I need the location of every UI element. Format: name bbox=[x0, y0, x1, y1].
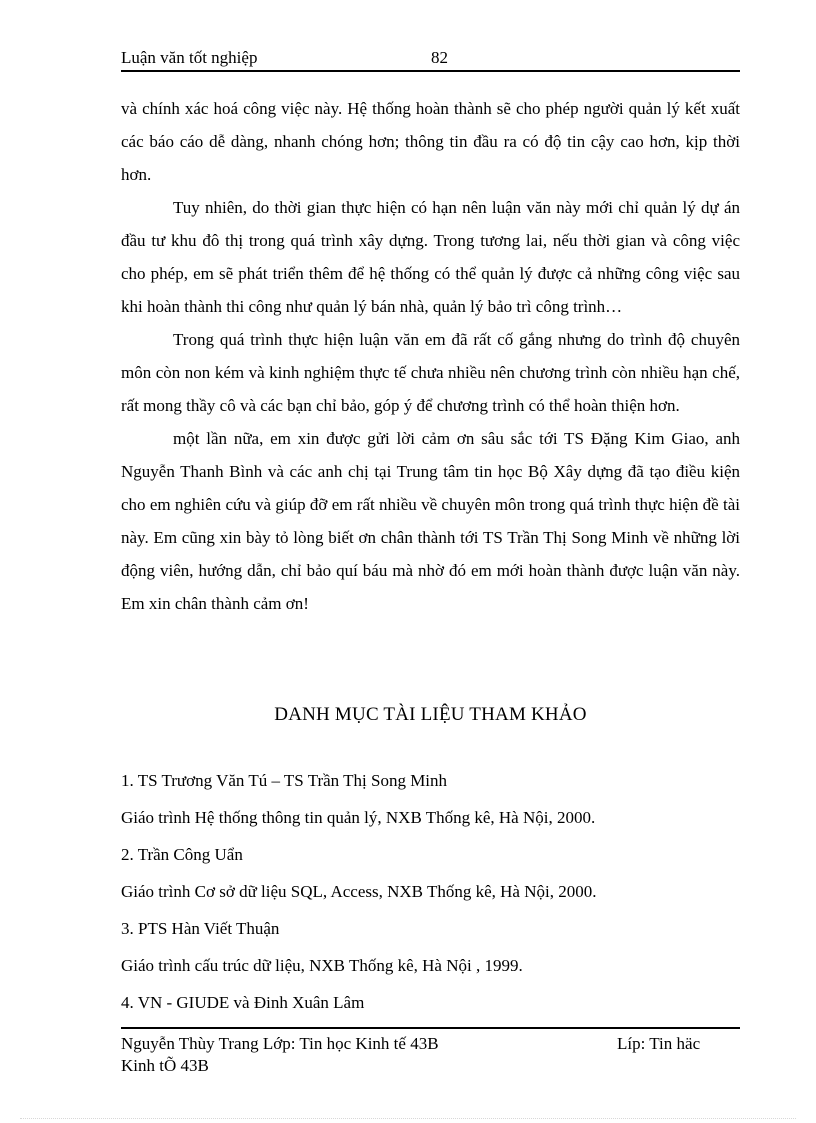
references-list bbox=[121, 762, 740, 1021]
reference-line: Giáo trình Cơ sở dữ liệu SQL, Access, NXB Thống kê, Hà Nội, 2000. bbox=[121, 882, 597, 901]
reference-line: 3. PTS Hàn Viết Thuận bbox=[121, 919, 280, 938]
reference-line: 4. VN - GIUDE và Đinh Xuân Lâm bbox=[121, 993, 365, 1012]
reference-line: Giáo trình cấu trúc dữ liệu, NXB Thống kê, Hà Nội , 1999. bbox=[121, 956, 523, 975]
page-edge bbox=[20, 1118, 796, 1119]
page-number: 82 bbox=[431, 48, 448, 67]
paragraph: Tuy nhiên, do thời gian thực hiện có hạn nên luận văn này mới chỉ quản lý dự án đầu tư khu đô thị trong quá trình xây dựng. Trong tương lai, nếu thời gian và công việc cho phép, em sẽ phát triển thêm để hệ thống có thể quản lý được cả những công việc sau khi hoàn thành thi công như quản lý bán nhà, quản lý bảo trì công trình… bbox=[121, 198, 740, 316]
footer-class: Líp: Tin häc bbox=[617, 1034, 701, 1053]
header-title: Luận văn tốt nghiệp bbox=[121, 48, 258, 67]
body-text bbox=[121, 92, 740, 620]
footer-author: Nguyễn Thùy Trang Lớp: Tin học Kinh tế 43B bbox=[121, 1034, 439, 1053]
footer-class-continued: Kinh tÕ 43B bbox=[121, 1056, 209, 1075]
paragraph: và chính xác hoá công việc này. Hệ thống hoàn thành sẽ cho phép người quản lý kết xuất các báo cáo dễ dàng, nhanh chóng hơn; thông tin đầu ra có độ tin cậy cao hơn, kịp thời hơn. bbox=[121, 99, 740, 184]
footer-divider bbox=[121, 1027, 740, 1029]
paragraph: Trong quá trình thực hiện luận văn em đã rất cố gắng nhưng do trình độ chuyên môn còn non kém và kinh nghiệm thực tế chưa nhiều nên chương trình còn nhiều hạn chế, rất mong thầy cô và các bạn chỉ bảo, góp ý để chương trình có thể hoàn thiện hơn. bbox=[121, 330, 740, 415]
references-heading: DANH MỤC TÀI LIỆU THAM KHẢO bbox=[274, 704, 587, 725]
page-header bbox=[121, 48, 740, 70]
header-divider bbox=[121, 70, 740, 72]
reference-line: Giáo trình Hệ thống thông tin quản lý, NXB Thống kê, Hà Nội, 2000. bbox=[121, 808, 596, 827]
reference-line: 1. TS Trương Văn Tú – TS Trần Thị Song Minh bbox=[121, 771, 448, 790]
reference-line: 2. Trần Công Uẩn bbox=[121, 845, 243, 864]
paragraph: một lần nữa, em xin được gửi lời cảm ơn sâu sắc tới TS Đặng Kim Giao, anh Nguyễn Thanh Bình và các anh chị tại Trung tâm tin học Bộ Xây dựng đã tạo điều kiện cho em nghiên cứu và giúp đỡ em rất nhiều về chuyên môn trong quá trình thực hiện đề tài này. Em cũng xin bày tỏ lòng biết ơn chân thành tới TS Trần Thị Song Minh về những lời động viên, hướng dẫn, chỉ bảo quí báu mà nhờ đó em mới hoàn thành được luận văn này. Em xin chân thành cảm ơn! bbox=[121, 429, 740, 613]
